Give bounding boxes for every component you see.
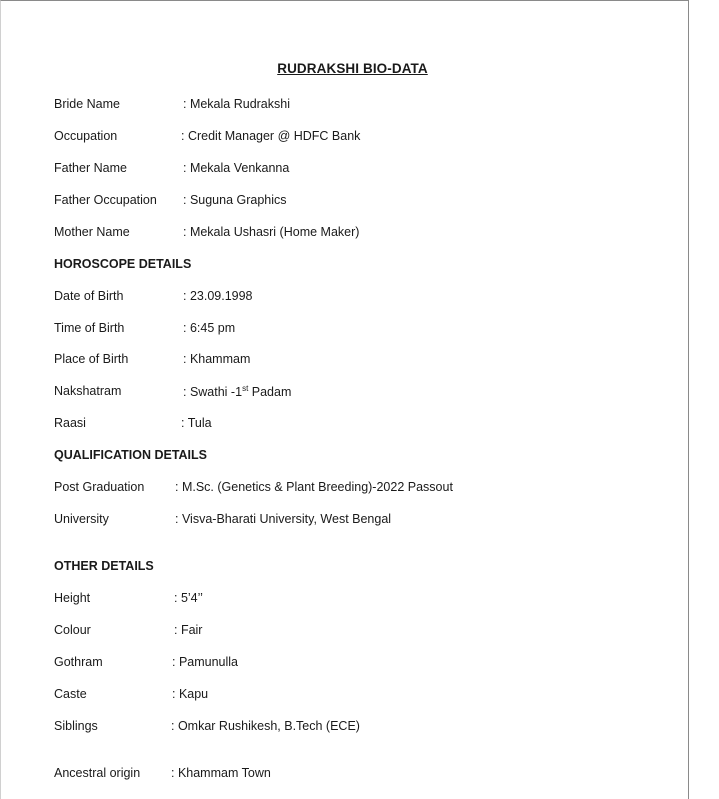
label-place-of-birth: Place of Birth: [54, 352, 129, 366]
label-father-name: Father Name: [54, 161, 127, 175]
label-date-of-birth: Date of Birth: [54, 289, 124, 303]
value-siblings: : Omkar Rushikesh, B.Tech (ECE): [171, 719, 360, 733]
section-heading-qualification: QUALIFICATION DETAILS: [54, 448, 207, 462]
label-colour: Colour: [54, 623, 91, 637]
label-time-of-birth: Time of Birth: [54, 321, 125, 335]
document-title: RUDRAKSHI BIO-DATA: [277, 61, 428, 76]
nakshatram-ordinal-suffix: st: [242, 384, 249, 393]
label-gothram: Gothram: [54, 655, 103, 669]
label-caste: Caste: [54, 687, 87, 701]
nakshatram-value-main: : Swathi -1: [183, 385, 243, 400]
label-occupation: Occupation: [54, 129, 118, 143]
value-gothram: : Pamunulla: [172, 655, 239, 669]
value-bride-name: : Mekala Rudrakshi: [183, 97, 290, 111]
label-father-occupation: Father Occupation: [54, 193, 157, 207]
label-bride-name: Bride Name: [54, 97, 120, 111]
value-nakshatram: [183, 384, 291, 399]
value-university: : Visva-Bharati University, West Bengal: [175, 512, 392, 526]
value-mother-name: : Mekala Ushasri (Home Maker): [183, 225, 360, 239]
value-time-of-birth: : 6:45 pm: [183, 321, 236, 335]
value-ancestral-origin: : Khammam Town: [171, 766, 271, 780]
label-mother-name: Mother Name: [54, 225, 130, 239]
label-university: University: [54, 512, 109, 526]
value-raasi: : Tula: [181, 416, 212, 430]
value-caste: : Kapu: [172, 687, 209, 701]
label-post-graduation: Post Graduation: [54, 480, 145, 494]
value-father-occupation: : Suguna Graphics: [183, 193, 287, 207]
label-height: Height: [54, 591, 91, 605]
label-ancestral-origin: Ancestral origin: [54, 766, 141, 780]
value-father-name: : Mekala Venkanna: [183, 161, 290, 175]
value-colour: : Fair: [174, 623, 203, 637]
label-nakshatram: Nakshatram: [54, 384, 122, 398]
value-place-of-birth: : Khammam: [183, 352, 251, 366]
label-siblings: Siblings: [54, 719, 98, 733]
section-heading-other: OTHER DETAILS: [54, 559, 154, 573]
label-raasi: Raasi: [54, 416, 86, 430]
value-date-of-birth: : 23.09.1998: [183, 289, 253, 303]
nakshatram-value-after: Padam: [248, 385, 292, 400]
value-height: : 5’4’’: [174, 591, 203, 605]
value-occupation: : Credit Manager @ HDFC Bank: [181, 129, 361, 143]
value-post-graduation: : M.Sc. (Genetics & Plant Breeding)-2022 Passout: [175, 480, 453, 494]
section-heading-horoscope: HOROSCOPE DETAILS: [54, 257, 192, 271]
